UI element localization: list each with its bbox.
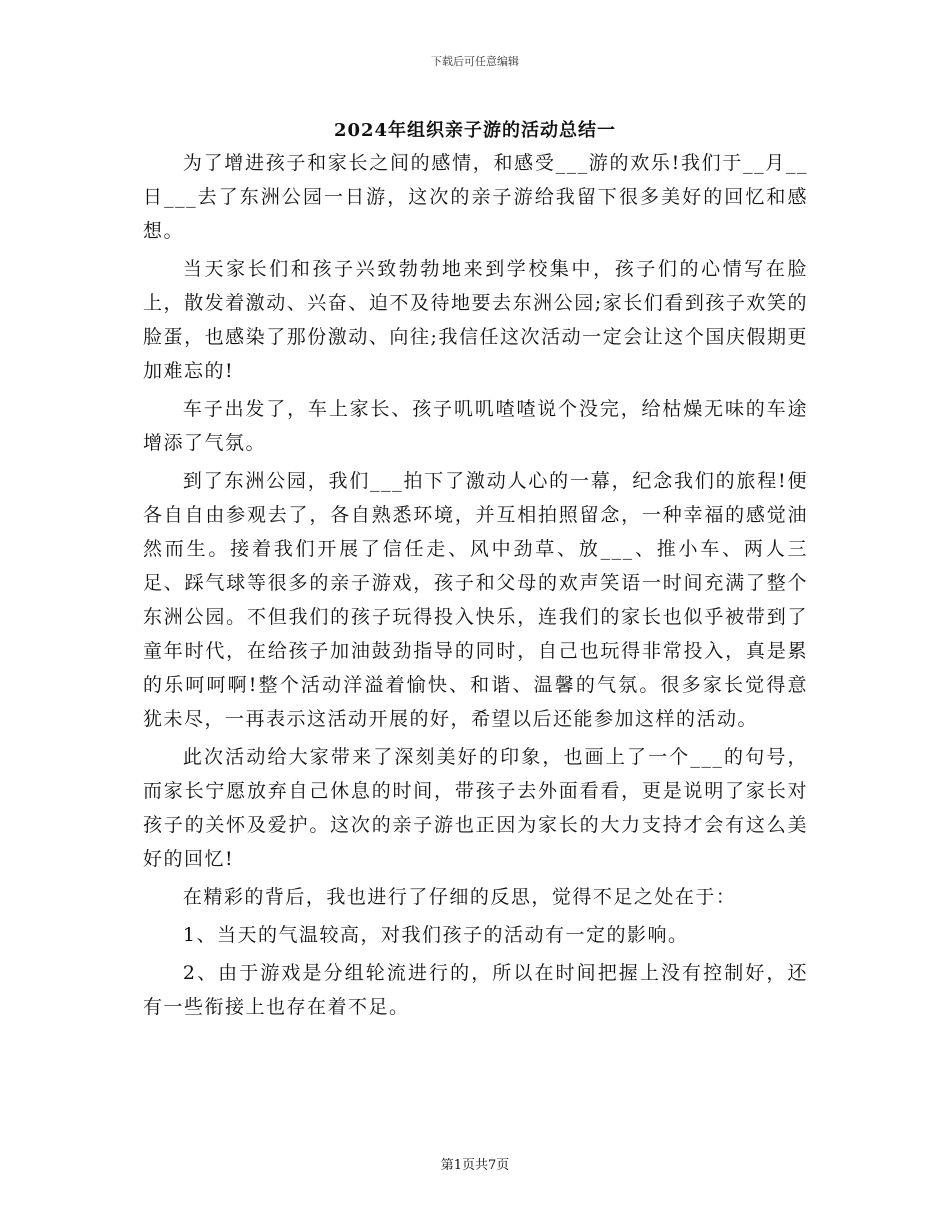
paragraph-intro: 为了增进孩子和家长之间的感情，和感受___游的欢乐!我们于__月__日___去了东洲公园一日游，这次的亲子游给我留下很多美好的回忆和感想。 [143,152,808,242]
document-title: 2024年组织亲子游的活动总结一 [333,120,617,141]
paragraph-gathering: 当天家长们和孩子兴致勃勃地来到学校集中，孩子们的心情写在脸上，散发着激动、兴奋、迫不及待地要去东洲公园;家长们看到孩子欢笑的脸蛋，也感染了那份激动、向往;我信任这次活动一定会让这个国庆假期更加难忘的! [143,258,808,382]
document-body [143,146,808,1028]
header-note: 下载后可任意编辑 [431,55,519,68]
paragraph-activities: 到了东洲公园，我们___拍下了激动人心的一幕，纪念我们的旅程!便各自自由参观去了，各自熟悉环境，并互相拍照留念，一种幸福的感觉油然而生。接着我们开展了信任走、风中劲草、放___、推小车、两人三足、踩气球等很多的亲子游戏，孩子和父母的欢声笑语一时间充满了整个东洲公园。不但我们的孩子玩得投入快乐，连我们的家长也似乎被带到了童年时代，在给孩子加油鼓劲指导的同时，自己也玩得非常投入，真是累的乐呵呵啊!整个活动洋溢着愉快、和谐、温馨的气氛。很多家长觉得意犹未尽，一再表示这活动开展的好，希望以后还能参加这样的活动。 [143,470,808,730]
list-item-shortcoming-2: 2、由于游戏是分组轮流进行的，所以在时间把握上没有控制好，还有一些衔接上也存在着不足。 [143,962,808,1018]
page-number: 第1页共7页 [440,1158,510,1173]
paragraph-reflection: 在精彩的背后，我也进行了仔细的反思，觉得不足之处在于： [182,886,737,908]
paragraph-departure: 车子出发了，车上家长、孩子叽叽喳喳说个没完，给枯燥无味的车途增添了气氛。 [143,398,808,454]
list-item-shortcoming-1: 1、当天的气温较高，对我们孩子的活动有一定的影响。 [182,924,689,946]
paragraph-impression: 此次活动给大家带来了深刻美好的印象，也画上了一个___的句号，而家长宁愿放弃自己休息的时间，带孩子去外面看看，更是说明了家长对孩子的关怀及爱护。这次的亲子游也正因为家长的大力支持才会有这么美好的回忆! [143,746,808,870]
